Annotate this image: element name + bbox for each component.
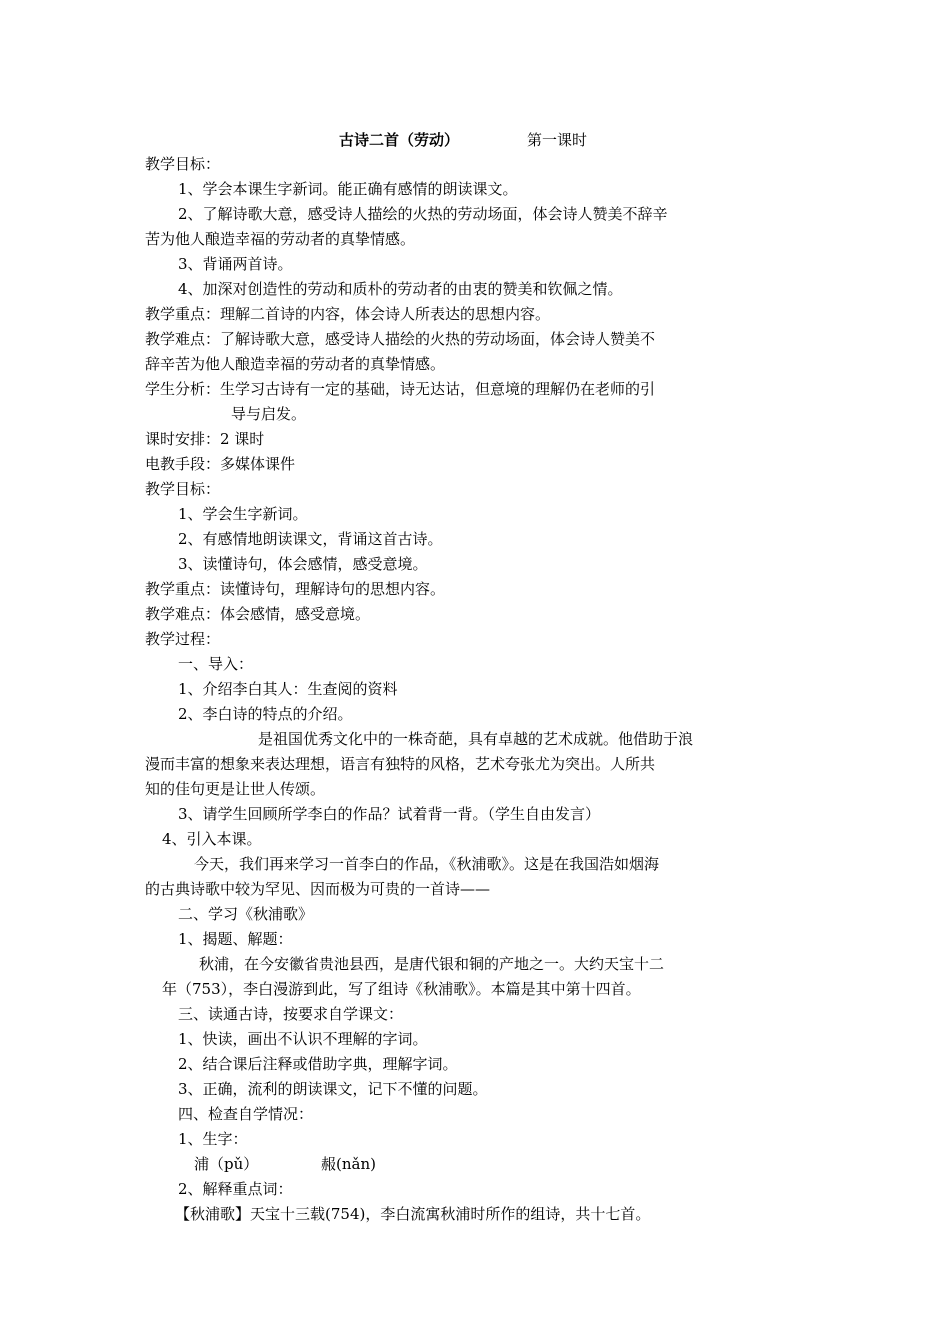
line-39: 四、检查自学情况： <box>178 1105 314 1123</box>
line-20: 教学过程： <box>145 630 221 648</box>
line-10: 学生分析：生学习古诗有一定的基础，诗无达诂，但意境的理解仍在老师的引 <box>145 380 656 398</box>
line-9: 辞辛苦为他人酿造幸福的劳动者的真挚情感。 <box>145 355 446 373</box>
line-23: 2、李白诗的特点的介绍。 <box>178 705 353 723</box>
line-34: 年（753），李白漫游到此，写了组诗《秋浦歌》。本篇是其中第十四首。 <box>162 980 641 998</box>
title: 古诗二首（劳动） <box>339 131 460 149</box>
line-8: 教学难点：了解诗歌大意，感受诗人描绘的火热的劳动场面，体会诗人赞美不 <box>145 330 656 348</box>
line-25: 漫而丰富的想象来表达理想，语言有独特的风格，艺术夸张尤为突出。人所共 <box>145 755 656 773</box>
line-33: 秋浦，在今安徽省贵池县西，是唐代银和铜的产地之一。大约天宝十二 <box>199 955 665 973</box>
line-22: 1、介绍李白其人：生查阅的资料 <box>178 680 398 698</box>
line-1: 教学目标： <box>145 155 221 173</box>
line-5: 3、背诵两首诗。 <box>178 255 293 273</box>
line-42: 【秋浦歌】天宝十三载(754)，李白流寓秋浦时所作的组诗，共十七首。 <box>175 1205 651 1223</box>
lesson-number: 第一课时 <box>527 131 588 149</box>
line-13: 电教手段：多媒体课件 <box>145 455 296 473</box>
line-21: 一、导入： <box>178 655 254 673</box>
line-30: 的古典诗歌中较为罕见、因而极为可贵的一首诗—— <box>145 880 491 898</box>
line-40: 1、生字： <box>178 1130 248 1148</box>
line-3: 2、了解诗歌大意，感受诗人描绘的火热的劳动场面，体会诗人赞美不辞辛 <box>178 205 668 223</box>
line-14: 教学目标： <box>145 480 221 498</box>
line-28: 4、引入本课。 <box>162 830 262 848</box>
line-38: 3、正确，流利的朗读课文，记下不懂的问题。 <box>178 1080 488 1098</box>
line-2: 1、学会本课生字新词。能正确有感情的朗读课文。 <box>178 180 518 198</box>
line-15: 1、学会生字新词。 <box>178 505 308 523</box>
line-27: 3、请学生回顾所学李白的作品？试着背一背。（学生自由发言） <box>178 805 601 823</box>
line-17: 3、读懂诗句，体会感情，感受意境。 <box>178 555 428 573</box>
line-16: 2、有感情地朗读课文，背诵这首古诗。 <box>178 530 443 548</box>
line-7: 教学重点：理解二首诗的内容，体会诗人所表达的思想内容。 <box>145 305 551 323</box>
line-32: 1、揭题、解题： <box>178 930 293 948</box>
line-29: 今天，我们再来学习一首李白的作品，《秋浦歌》。这是在我国浩如烟海 <box>194 855 660 873</box>
line-36: 1、快读，画出不认识不理解的字词。 <box>178 1030 428 1048</box>
pinyin-item-1: 浦（pǔ） <box>194 1155 259 1173</box>
line-12: 课时安排：2 课时 <box>145 430 265 448</box>
line-37: 2、结合课后注释或借助字典，理解字词。 <box>178 1055 458 1073</box>
line-26: 知的佳句更是让世人传颂。 <box>145 780 326 798</box>
line-6: 4、加深对创造性的劳动和质朴的劳动者的由衷的赞美和钦佩之情。 <box>178 280 623 298</box>
line-19: 教学难点：体会感情，感受意境。 <box>145 605 371 623</box>
line-24: 是祖国优秀文化中的一株奇葩，具有卓越的艺术成就。他借助于浪 <box>258 730 694 748</box>
line-31: 二、学习《秋浦歌》 <box>178 905 314 923</box>
line-41: 2、解释重点词： <box>178 1180 293 1198</box>
pinyin-item-2: 赧(nǎn) <box>321 1155 376 1173</box>
line-4: 苦为他人酿造幸福的劳动者的真挚情感。 <box>145 230 416 248</box>
line-35: 三、读通古诗，按要求自学课文： <box>178 1005 404 1023</box>
line-18: 教学重点：读懂诗句，理解诗句的思想内容。 <box>145 580 446 598</box>
line-11: 导与启发。 <box>231 405 307 423</box>
